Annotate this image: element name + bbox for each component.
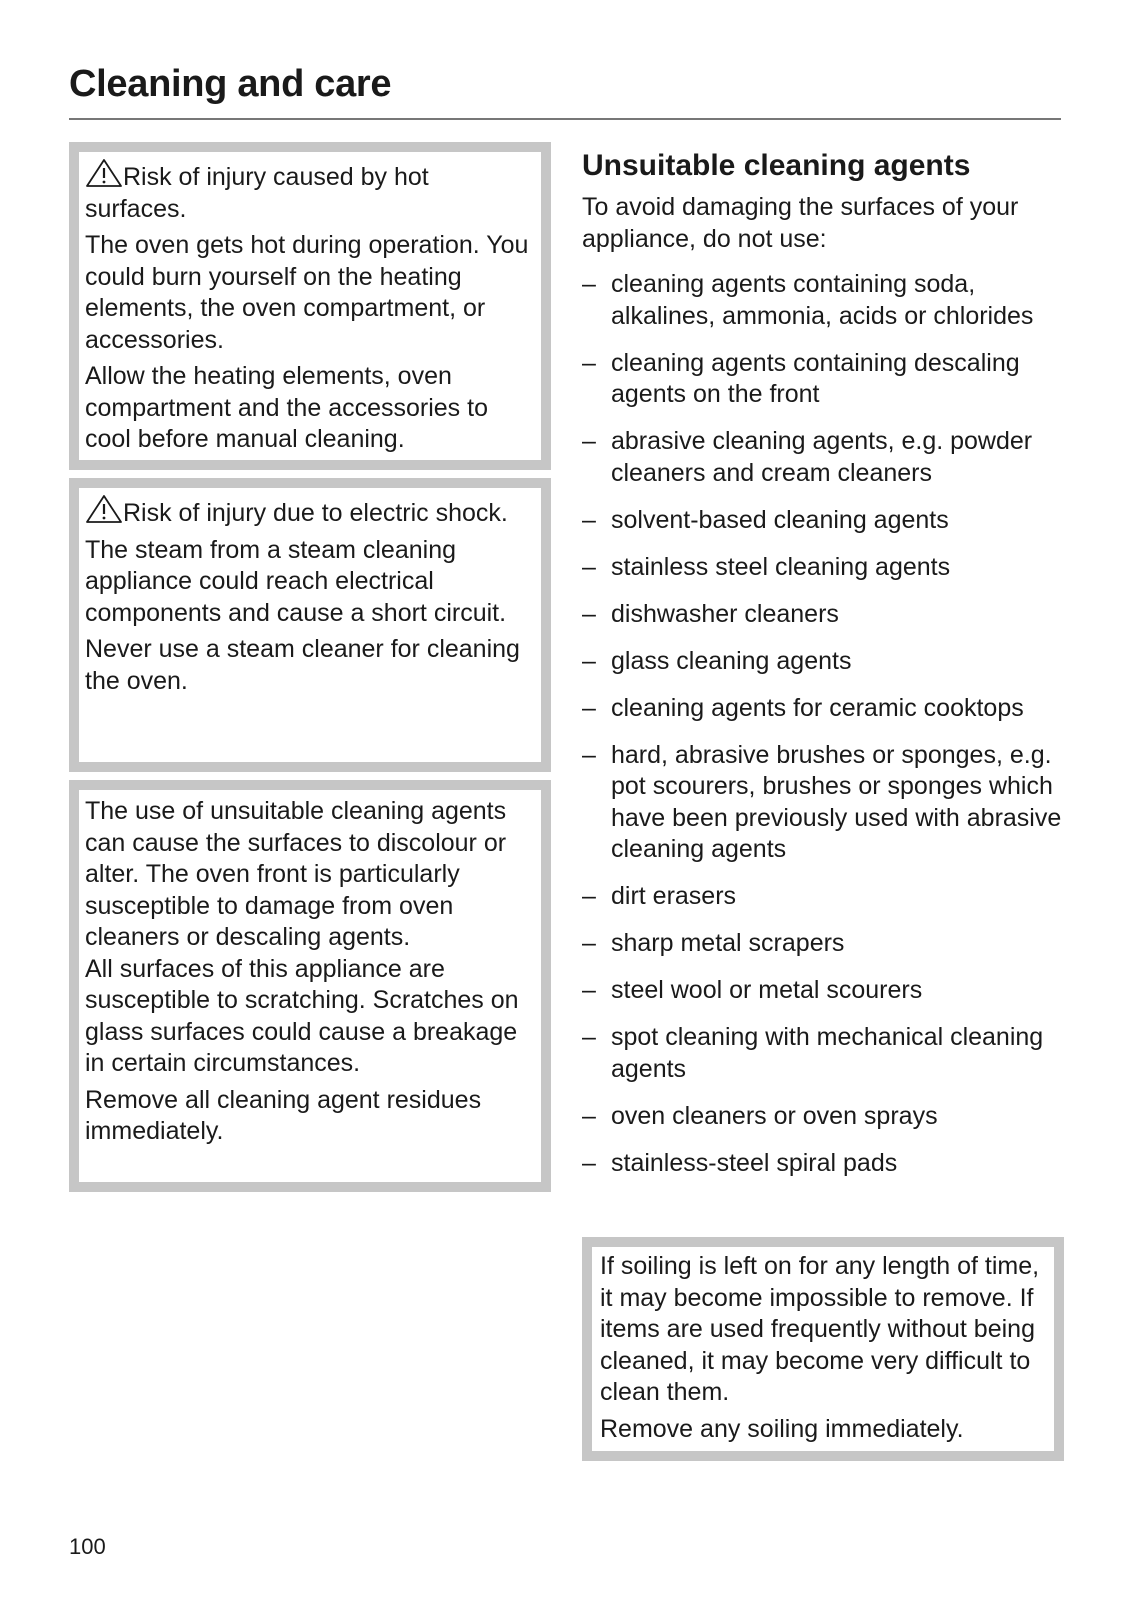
list-item-text: spot cleaning with mechanical cleaning agents — [611, 1023, 1044, 1083]
warning-triangle-icon — [85, 494, 123, 524]
note-box-soiling — [582, 1237, 1064, 1461]
note-text: All surfaces of this appliance are susceptible to scratching. Scratches on glass surfaces could cause a breakage in certain circumstances. — [85, 954, 519, 1077]
list-item — [582, 348, 1082, 411]
bullet-dash: – — [582, 1101, 596, 1130]
list-item-text: stainless-steel spiral pads — [611, 1148, 898, 1177]
warning-heading: Risk of injury caused by hot surfaces. — [85, 163, 429, 223]
warning-heading-line — [85, 494, 531, 530]
warning-text: The steam from a steam cleaning appliance could reach electrical components and cause a short circuit. — [85, 535, 507, 627]
bullet-dash: – — [582, 976, 596, 1004]
list-item — [582, 693, 1082, 725]
unsuitable-agents-section — [582, 148, 1082, 1195]
note-text: The use of unsuitable cleaning agents can cause the surfaces to discolour or alter. The oven front is particularly susceptible to damage from oven cleaners or descaling agents. — [85, 797, 507, 951]
list-item — [582, 426, 1082, 489]
warning-heading-line — [85, 158, 531, 225]
list-item-text: cleaning agents containing descaling agents on the front — [611, 348, 1020, 408]
list-item-text: sharp metal scrapers — [611, 929, 845, 957]
note-text: Remove all cleaning agent residues immediately. — [85, 1085, 482, 1145]
bullet-dash: – — [582, 348, 596, 377]
bullet-dash: – — [582, 1023, 596, 1051]
list-item — [582, 740, 1082, 866]
warning-box-electric-shock — [69, 478, 551, 772]
section-heading: Unsuitable cleaning agents — [582, 149, 971, 182]
list-item — [582, 1101, 1082, 1133]
bullet-dash: – — [582, 270, 596, 298]
list-item — [582, 928, 1082, 960]
bullet-dash: – — [582, 599, 596, 628]
list-item-text: stainless steel cleaning agents — [611, 552, 951, 581]
list-item — [582, 1148, 1082, 1180]
warning-box-hot-surfaces — [69, 142, 551, 470]
list-item — [582, 269, 1082, 332]
list-item — [582, 505, 1082, 537]
bullet-dash: – — [582, 505, 596, 534]
list-item-text: hard, abrasive brushes or sponges, e.g. pot scourers, brushes or sponges which have been previously used with abrasive cleaning agents — [611, 740, 1062, 863]
list-item-text: dishwasher cleaners — [611, 599, 839, 628]
list-item-text: cleaning agents containing soda, alkalines, ammonia, acids or chlorides — [611, 270, 1034, 330]
list-item-text: steel wool or metal scourers — [611, 976, 923, 1004]
warning-text: Allow the heating elements, oven compartment and the accessories to cool before manual cleaning. — [85, 362, 488, 453]
bullet-dash: – — [582, 693, 596, 722]
page-title: Cleaning and care — [69, 63, 392, 105]
list-item-text: dirt erasers — [611, 882, 737, 910]
list-item — [582, 1022, 1082, 1085]
list-item-text: abrasive cleaning agents, e.g. powder cleaners and cream cleaners — [611, 427, 1033, 487]
bullet-dash: – — [582, 1148, 596, 1177]
list-item-text: glass cleaning agents — [611, 646, 852, 675]
warning-text: Never use a steam cleaner for cleaning the oven. — [85, 635, 520, 695]
page-number: 100 — [69, 1534, 106, 1559]
list-item — [582, 881, 1082, 913]
warning-text: The oven gets hot during operation. You could burn yourself on the heating elements, the oven compartment, or accessories. — [85, 231, 529, 354]
bullet-dash: – — [582, 740, 596, 769]
bullet-dash: – — [582, 929, 596, 957]
note-text: Remove any soiling immediately. — [600, 1414, 964, 1443]
bullet-dash: – — [582, 552, 596, 581]
list-item-text: cleaning agents for ceramic cooktops — [611, 693, 1024, 722]
list-item-text: oven cleaners or oven sprays — [611, 1101, 938, 1130]
bullet-dash: – — [582, 646, 596, 675]
section-intro: To avoid damaging the surfaces of your appliance, do not use: — [582, 193, 1019, 253]
note-text: If soiling is left on for any length of time, it may become impossible to remove. If items are used frequently without being cleaned, it may become very difficult to clean them. — [600, 1252, 1040, 1406]
note-box-unsuitable-agents — [69, 780, 551, 1192]
warning-heading: Risk of injury due to electric shock. — [123, 499, 508, 527]
list-item — [582, 975, 1082, 1007]
list-item — [582, 646, 1082, 678]
list-item — [582, 552, 1082, 584]
unsuitable-agents-list — [582, 269, 1082, 1179]
warning-triangle-icon — [85, 158, 123, 188]
list-item — [582, 599, 1082, 631]
list-item-text: solvent-based cleaning agents — [611, 505, 949, 534]
title-divider — [69, 118, 1061, 120]
bullet-dash: – — [582, 882, 596, 910]
bullet-dash: – — [582, 427, 596, 455]
